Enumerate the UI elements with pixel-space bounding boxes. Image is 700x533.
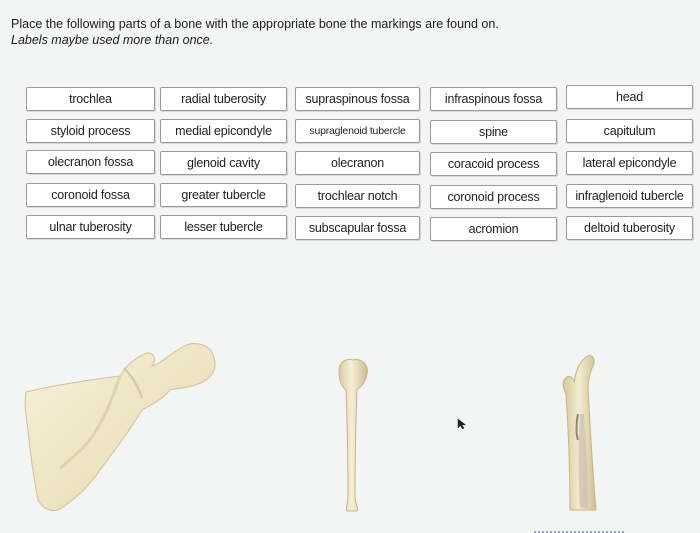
humerus-image[interactable] [333, 356, 373, 512]
label-acromion[interactable]: acromion [430, 217, 557, 241]
label-olecranon[interactable]: olecranon [295, 151, 420, 175]
label-supraglenoid-tubercle[interactable]: supraglenoid tubercle [295, 119, 420, 143]
label-infraglenoid-tubercle[interactable]: infraglenoid tubercle [566, 184, 693, 208]
ulna-image[interactable] [558, 354, 604, 512]
label-deltoid-tuberosity[interactable]: deltoid tuberosity [566, 216, 693, 240]
scapula-image[interactable] [20, 340, 225, 512]
label-infraspinous-fossa[interactable]: infraspinous fossa [430, 87, 557, 111]
label-olecranon-fossa[interactable]: olecranon fossa [26, 150, 155, 174]
label-coronoid-process[interactable]: coronoid process [430, 185, 557, 209]
label-head[interactable]: head [566, 85, 693, 109]
label-spine[interactable]: spine [430, 120, 557, 144]
instructions-line-2: Labels maybe used more than once. [11, 33, 214, 47]
label-coronoid-fossa[interactable]: coronoid fossa [26, 183, 155, 207]
label-glenoid-cavity[interactable]: glenoid cavity [160, 151, 287, 175]
label-ulnar-tuberosity[interactable]: ulnar tuberosity [26, 215, 155, 239]
label-radial-tuberosity[interactable]: radial tuberosity [160, 87, 287, 111]
label-coracoid-process[interactable]: coracoid process [430, 152, 557, 176]
mouse-cursor-icon [457, 418, 467, 430]
label-trochlear-notch[interactable]: trochlear notch [295, 184, 420, 208]
label-lesser-tubercle[interactable]: lesser tubercle [160, 215, 287, 239]
label-supraspinous-fossa[interactable]: supraspinous fossa [295, 87, 420, 111]
label-trochlea[interactable]: trochlea [26, 87, 155, 111]
label-styloid-process[interactable]: styloid process [26, 119, 155, 143]
label-bank [0, 0, 700, 250]
label-greater-tubercle[interactable]: greater tubercle [160, 183, 287, 207]
instructions-line-1: Place the following parts of a bone with the appropriate bone the markings are found on. [11, 17, 499, 31]
label-medial-epicondyle[interactable]: medial epicondyle [160, 119, 287, 143]
label-lateral-epicondyle[interactable]: lateral epicondyle [566, 151, 693, 175]
label-capitulum[interactable]: capitulum [566, 119, 693, 143]
label-subscapular-fossa[interactable]: subscapular fossa [295, 216, 420, 240]
